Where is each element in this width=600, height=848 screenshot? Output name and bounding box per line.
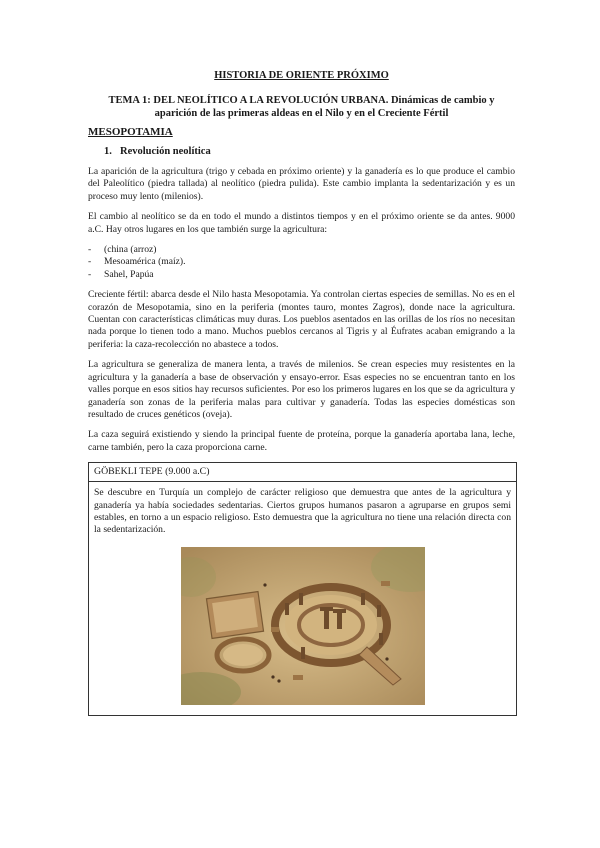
document-content <box>88 70 515 716</box>
tema-heading: TEMA 1: DEL NEOLÍTICO A LA REVOLUCIÓN URBANA. Dinámicas de cambio y aparición de las primeras aldeas en el Nilo y en el Creciente Fértil <box>108 95 495 119</box>
agriculture-origins-list <box>88 244 515 281</box>
box-body <box>89 482 516 715</box>
list-item: - Sahel, Papúa <box>88 268 154 280</box>
box-heading: GÖBEKLI TEPE (9.000 a.C) <box>89 463 516 482</box>
list-item: - Mesoamérica (maíz). <box>88 256 186 268</box>
list-item: - (china (arroz) <box>88 244 157 256</box>
paragraph-3: Creciente fértil: abarca desde el Nilo hasta Mesopotamia. Ya controlan ciertas especies de semillas. No es en el corazón de Mesopotamia, sino en la periferia (montes tauro, montes Zagros), donde nace la agricultura. Cuentan con características climáticas muy duras. Los pueblos asentados en las orillas de los ríos no necesitan nada porque lo tienen todo a mano. Muchos pueblos cercanos al Tigris y al Éufrates acaban emigrando a la periferia: la caza-recolección no abastece a todos. <box>88 289 515 350</box>
illustration-wrap <box>94 543 511 709</box>
box-text: Se descubre en Turquía un complejo de carácter religioso que demuestra que antes de la agricultura y ganadería ya había sociedades sedentarias. Ciertos grupos humanos pasaron a agruparse en grupos semi estables, en torno a un espacio religioso. Esto demuestra que la agricultura no tiene una relación directa con la sedentarización. <box>94 487 511 536</box>
subsection-title: Revolución neolítica <box>120 146 211 157</box>
gobekli-tepe-illustration-icon <box>181 547 425 705</box>
subsection-number: 1. <box>104 146 112 157</box>
paragraph-4: La agricultura se generaliza de manera lenta, a través de milenios. Se crean especies muy resistentes en la agricultura y la ganadería a base de observación y ensayo-error. Esas especies no se encuentran tanto en los valles porque en esos sitios hay recursos suficientes. Por eso los primeros lugares en los que se da agricultura y ganadería son zonas de la periferia malas para cultivar y ganadería. Todas las especies domésticas son resultado de cruces genéticos (oveja). <box>88 359 515 420</box>
gobekli-tepe-box <box>88 462 517 716</box>
document-title: HISTORIA DE ORIENTE PRÓXIMO <box>214 70 389 81</box>
section-heading: MESOPOTAMIA <box>88 126 173 138</box>
paragraph-1: La aparición de la agricultura (trigo y cebada en próximo oriente) y la ganadería es lo que produce el cambio del Paleolítico (piedra tallada) al neolítico (piedra pulida). Este cambio implanta la sedentarización y es un proceso muy lento (milenios). <box>88 166 515 202</box>
paragraph-5: La caza seguirá existiendo y siendo la principal fuente de proteína, porque la ganadería aportaba lana, leche, carne también, pero la caza proporciona carne. <box>88 429 515 453</box>
paragraph-2: El cambio al neolítico se da en todo el mundo a distintos tiempos y en el próximo oriente se da antes. 9000 a.C. Hay otros lugares en los que también surge la agricultura: <box>88 211 515 235</box>
subsection-heading <box>104 146 515 157</box>
